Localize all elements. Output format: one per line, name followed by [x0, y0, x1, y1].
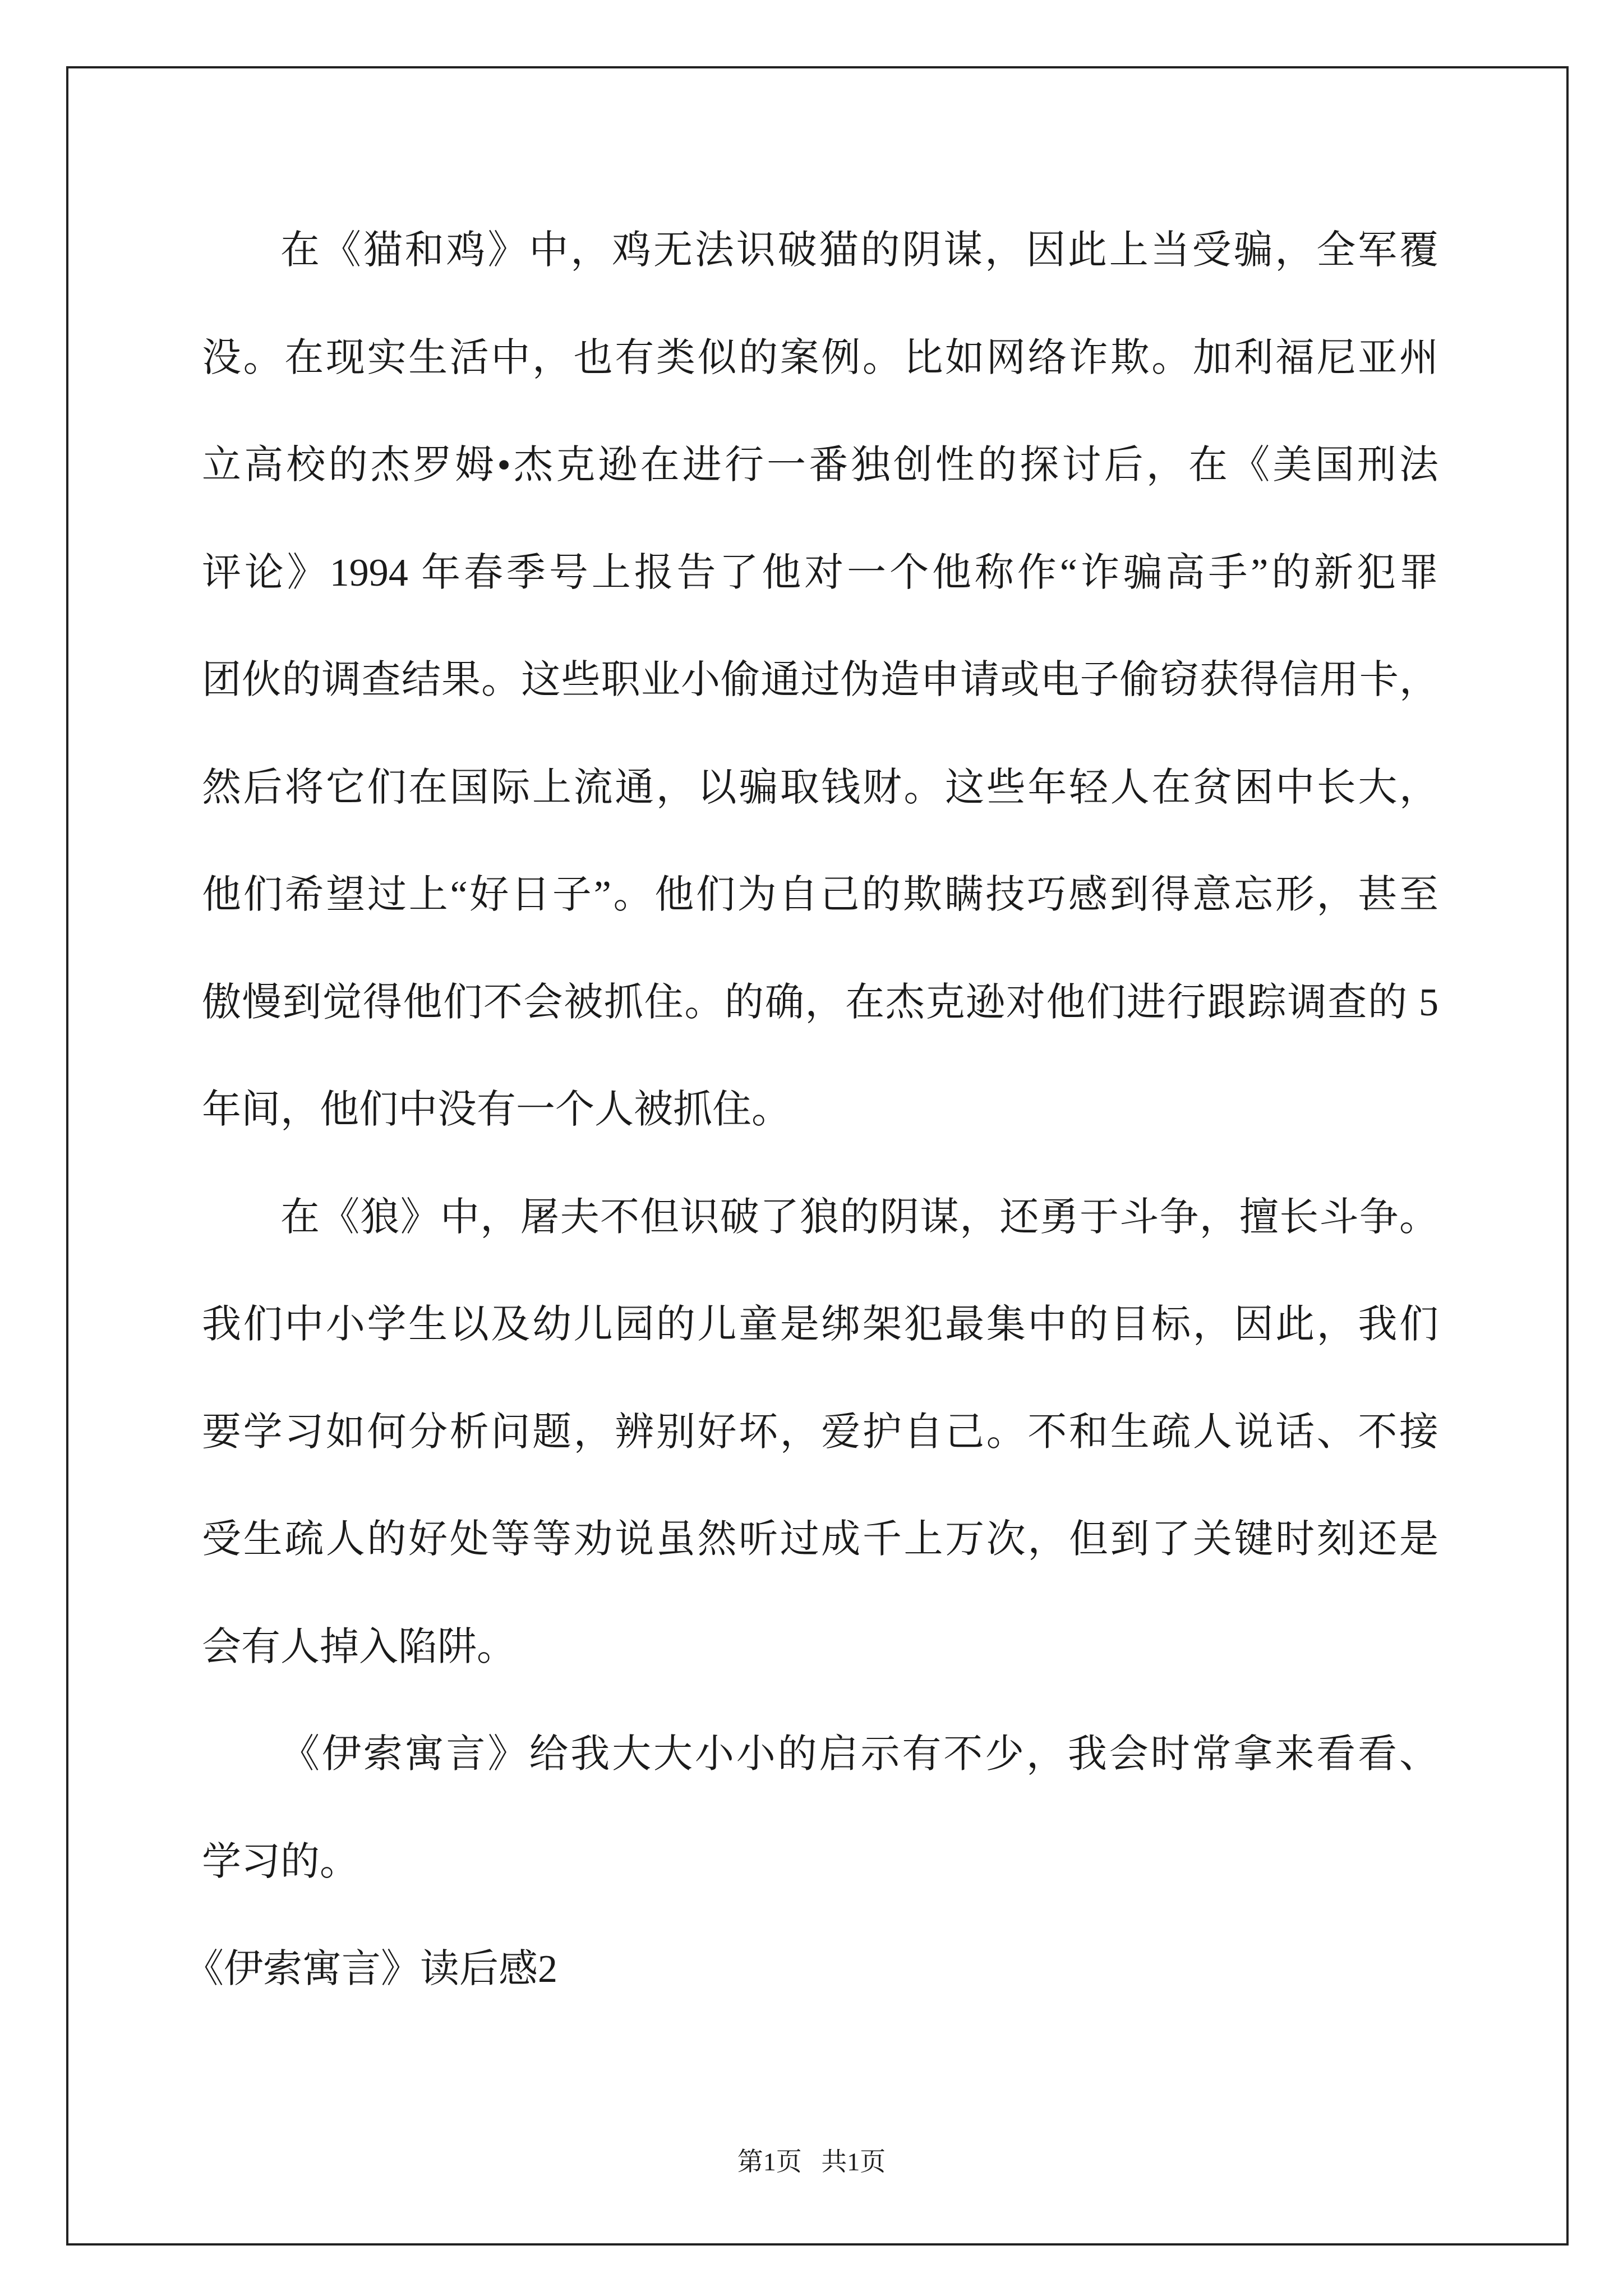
- paragraph-1-line-3: 立高校的杰罗姆•杰克逊在进行一番独创性的探讨后，在《美国刑法: [202, 444, 1438, 487]
- paragraph-1-line-7: 他们希望过上“好日子”。他们为自己的欺瞒技巧感到得意忘形，甚至: [202, 873, 1438, 917]
- paragraph-3-line-2: 学习的。: [202, 1840, 359, 1884]
- section-heading: 《伊索寓言》读后感2: [185, 1948, 557, 1991]
- paragraph-1-line-5: 团伙的调查结果。这些职业小偷通过伪造申请或电子偷窃获得信用卡，: [202, 659, 1438, 702]
- paragraph-1-line-6: 然后将它们在国际上流通，以骗取钱财。这些年轻人在贫困中长大，: [202, 766, 1438, 809]
- paragraph-1-line-8: 傲慢到觉得他们不会被抓住。的确，在杰克逊对他们进行跟踪调查的 5: [202, 981, 1438, 1024]
- paragraph-2-line-2: 我们中小学生以及幼儿园的儿童是绑架犯最集中的目标，因此，我们: [202, 1303, 1438, 1346]
- paragraph-3-line-1: 《伊索寓言》给我大大小小的启示有不少，我会时常拿来看看、: [280, 1733, 1438, 1776]
- paragraph-1-line-1: 在《猫和鸡》中，鸡无法识破猫的阴谋，因此上当受骗，全军覆: [280, 229, 1438, 272]
- document-body: [0, 197, 1623, 2023]
- paragraph-1-line-9: 年间，他们中没有一个人被抓住。: [202, 1088, 791, 1131]
- paragraph-1-line-4: 评论》1994 年春季号上报告了他对一个他称作“诈骗高手”的新犯罪: [202, 551, 1438, 595]
- page-number-footer: 第1页 共1页: [737, 2147, 886, 2176]
- paragraph-2-line-4: 受生疏人的好处等等劝说虽然听过成千上万次，但到了关键时刻还是: [202, 1518, 1438, 1561]
- paragraph-2-line-3: 要学习如何分析问题，辨别好坏，爱护自己。不和生疏人说话、不接: [202, 1410, 1438, 1454]
- paragraph-1-line-2: 没。在现实生活中，也有类似的案例。比如网络诈欺。加利福尼亚州: [202, 336, 1438, 380]
- paragraph-2-line-5: 会有人掉入陷阱。: [202, 1625, 516, 1669]
- paragraph-2-line-1: 在《狼》中，屠夫不但识破了狼的阴谋，还勇于斗争，擅长斗争。: [280, 1195, 1438, 1239]
